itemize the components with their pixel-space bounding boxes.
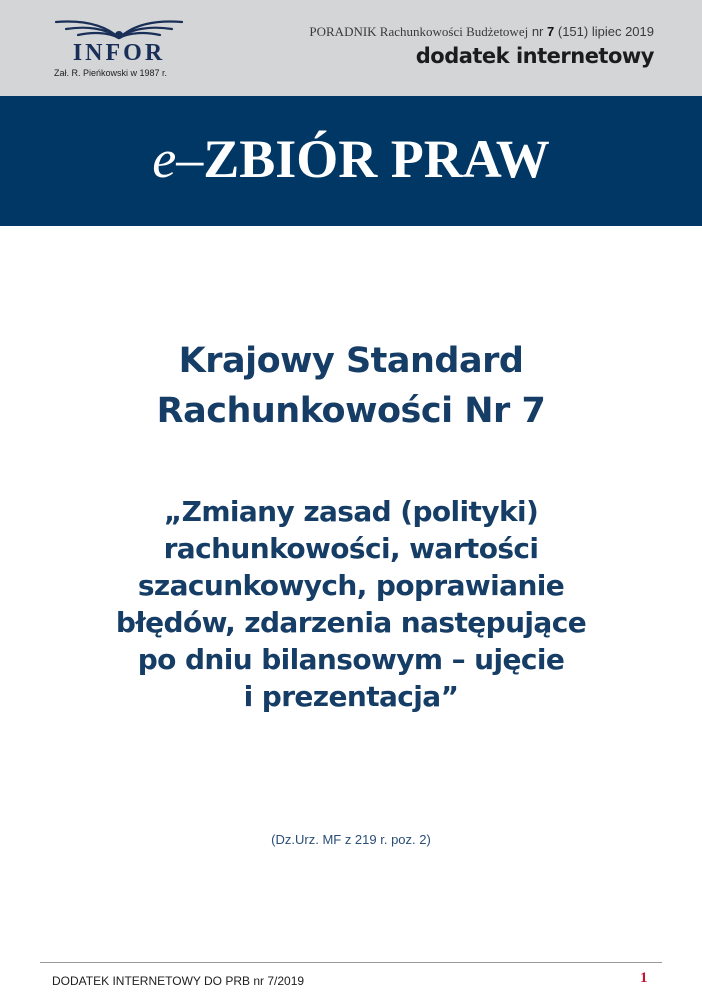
- logo-tagline: Zał. R. Pieńkowski w 1987 r.: [54, 68, 168, 78]
- banner-title-text: ZBIÓR PRAW: [203, 129, 550, 189]
- issue-detail: (151) lipiec 2019: [557, 24, 654, 39]
- footer-divider: [40, 962, 662, 963]
- document-subtitle-line: błędów, zdarzenia następujące: [115, 606, 587, 639]
- logo-wordmark: INFOR: [72, 40, 166, 66]
- document-subtitle-line: szacunkowych, poprawianie: [137, 569, 565, 602]
- supplement-label: dodatek internetowy: [415, 44, 654, 68]
- document-subtitle-line: po dniu bilansowym – ujęcie: [137, 643, 565, 676]
- publication-title: PORADNIK Rachunkowości Budżetowej: [309, 24, 529, 39]
- document-subtitle-line: „Zmiany zasad (polityki): [163, 495, 539, 528]
- issue-number: 7: [547, 24, 555, 39]
- issue-prefix: nr: [531, 24, 544, 39]
- document-title-line: Rachunkowości Nr 7: [156, 391, 546, 431]
- infor-logo: [50, 14, 190, 80]
- document-subtitle: [40, 493, 662, 715]
- page-number: 1: [640, 970, 648, 986]
- banner-prefix: e–: [152, 129, 204, 189]
- footer-label: DODATEK INTERNETOWY DO PRB nr 7/2019: [52, 974, 305, 988]
- banner-title: [0, 126, 702, 192]
- wings-icon: [52, 14, 186, 42]
- publication-line: [309, 24, 654, 40]
- document-title: [40, 336, 662, 436]
- document-subtitle-line: rachunkowości, wartości: [163, 532, 539, 565]
- header-bar: [0, 0, 702, 96]
- document-subtitle-line: i prezentacja”: [243, 680, 459, 713]
- legal-citation: (Dz.Urz. MF z 219 r. poz. 2): [271, 832, 431, 847]
- document-title-line: Krajowy Standard: [178, 341, 524, 381]
- collection-banner: [0, 96, 702, 226]
